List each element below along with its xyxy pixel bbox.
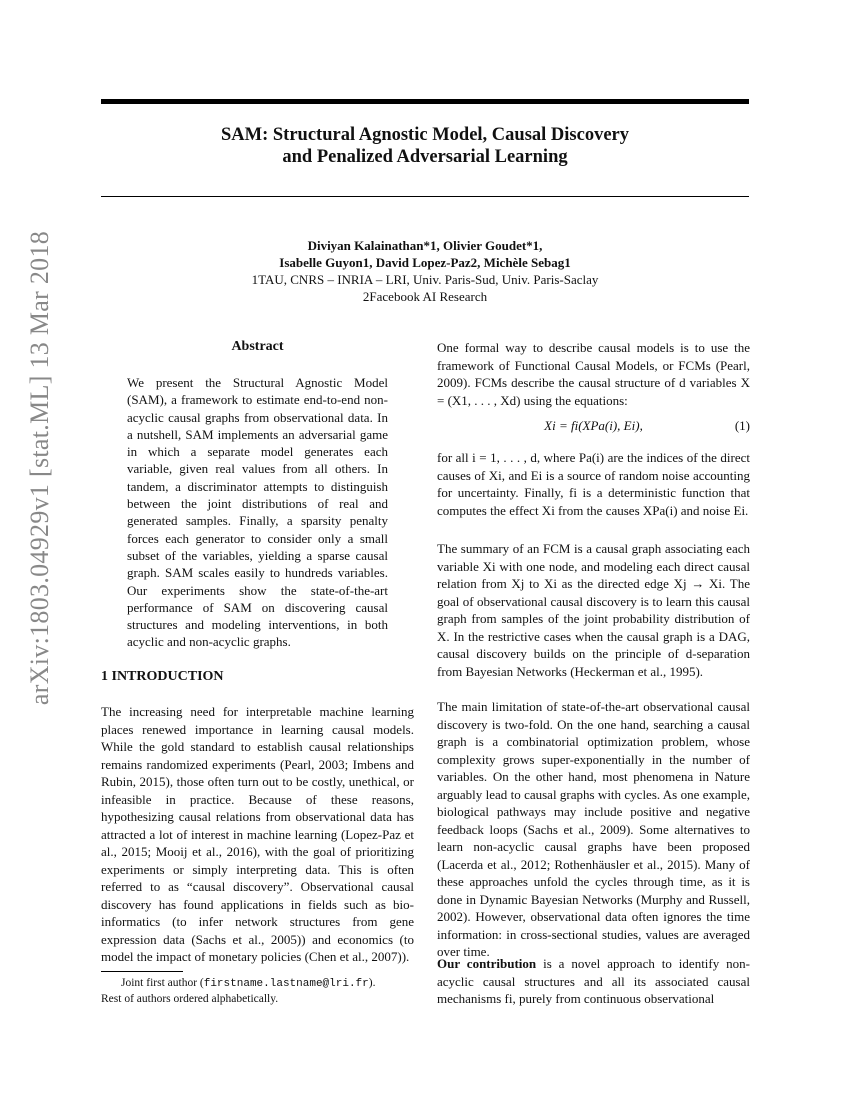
right-column-limits <box>437 698 750 961</box>
equation-number: (1) <box>734 418 750 433</box>
footnote-line-1 <box>101 976 414 992</box>
intro-paragraph-1: The increasing need for interpretable machine learning places renewed importance in learning causal models. While the gold standard to establish causal relationships remains randomized experiments (Pearl, 2003; Imbens and Rubin, 2015), those often turn out to be costly, unethical, or infeasible in practice. Because of these reasons, hypothesizing causal relations from observational data has attracted a lot of interest in machine learning (Lopez-Paz et al., 2015; Mooij et al., 2016), with the goal of prioritizing experiments or simply interpreting data. This is often referred to as “causal discovery”. Observational causal discovery has found applications in fields such as bio-informatics (to infer network structures from gene expression data (Sachs et al., 2005)) and economics (to model the impact of monetary policies (Chen et al., 2007)). <box>101 704 414 964</box>
section-title: 1 INTRODUCTION <box>101 669 224 684</box>
footnote-text-a: Joint first author ( <box>121 977 204 989</box>
right-paragraph-4: The main limitation of state-of-the-art observational causal discovery is two-fold. On the one hand, searching a causal graph is a combinatorial optimization problem, whose complexity grows super-exponentially in the number of variables. On the other hand, most phenomena in Nature arguably lead to causal graphs with cycles. As one example, biological pathways may include positive and negative feedback loops (Sachs et al., 2009). Some alternatives to learn non-acyclic causal graphs have been proposed (Lacerda et al., 2012; Rothenhäusler et al., 2015). Many of these approaches unfold the cycles through time, as it is done in Dynamic Bayesian Networks (Murphy and Russell, 2002). However, observational data often ignores the time information: in cross-sectional studies, values are averaged over time. <box>437 699 750 959</box>
right-column-mid <box>437 449 750 519</box>
abstract-heading-wrap <box>101 338 414 356</box>
arxiv-identifier: arXiv:1803.04929v1 [stat.ML] 13 Mar 2018 <box>25 230 54 706</box>
intro-column <box>101 703 414 966</box>
equation-body: Xi = fi(XPa(i), Ei), <box>544 418 643 433</box>
author-block <box>101 237 749 305</box>
footnote-rule <box>101 971 183 972</box>
title-top-rule <box>101 99 749 104</box>
footnote-email: firstname.lastname@lri.fr <box>203 978 369 990</box>
title-bottom-rule <box>101 196 749 197</box>
right-paragraph-2: for all i = 1, . . . , d, where Pa(i) are the indices of the direct causes of Xi, and Ei is a source of random noise accounting for uncertainty. Finally, fi is a deterministic function that computes the effect Xi from the causes XPa(i) and noise Ei. <box>437 450 750 518</box>
title-line-1: SAM: Structural Agnostic Model, Causal Discovery <box>221 125 629 145</box>
abstract-text: We present the Structural Agnostic Model (SAM), a framework to estimate end-to-end non-acyclic causal graphs from observational data. In a nutshell, SAM implements an adversarial game in which a separate model generates each variable, given real values from all others. In tandem, a discriminator attempts to distinguish between the joint distributions of real and generated samples. Finally, a sparsity penalty forces each generator to consider only a small subset of the variables, yielding a sparse causal graph. SAM scales easily to hundreds variables. Our experiments show the state-of-the-art performance of SAM on discovering causal structures and modeling interventions, in both acyclic and non-acyclic graphs. <box>127 375 388 650</box>
right-paragraph-3: The summary of an FCM is a causal graph associating each variable Xi with one node, and modeling each direct causal relation from Xj to Xi as the directed edge Xj → Xi. The goal of observational causal discovery is to learn this causal graph from samples of the joint probability distribution of X. In the restrictive cases when the causal graph is a DAG, causal discovery builds on the principle of d-separation from Bayesian Networks (Heckerman et al., 1995). <box>437 541 750 679</box>
right-paragraph-1: One formal way to describe causal models is to use the framework of Functional Causal Models, or FCMs (Pearl, 2009). FCMs describe the causal structure of d variables X = (X1, . . . , Xd) using the equations: <box>437 340 750 408</box>
abstract-heading: Abstract <box>231 339 284 354</box>
paper-title <box>101 124 749 168</box>
equation-1 <box>437 418 750 434</box>
title-line-2: and Penalized Adversarial Learning <box>282 147 568 167</box>
right-column-contribution <box>437 955 750 1008</box>
footnote-line-2: Rest of authors ordered alphabetically. <box>101 993 279 1005</box>
right-paragraph-5 <box>437 955 750 1008</box>
contribution-label: Our contribution <box>437 956 537 971</box>
footnote-text-b: ). <box>368 977 376 989</box>
right-column-graph <box>437 540 750 680</box>
footnote <box>101 976 414 1007</box>
authors-line-1: Diviyan Kalainathan*1, Olivier Goudet*1, <box>307 238 543 253</box>
contribution-text: is a novel approach to identify non-acyclic causal structures and all its associated causal mechanisms fi, purely from continuous observational <box>437 956 751 1006</box>
authors-line-2: Isabelle Guyon1, David Lopez-Paz2, Michèle Sebag1 <box>279 255 571 270</box>
affiliation-2: 2Facebook AI Research <box>362 289 488 304</box>
right-column-top <box>437 339 750 409</box>
affiliation-1: 1TAU, CNRS – INRIA – LRI, Univ. Paris-Sud, Univ. Paris-Saclay <box>251 272 599 287</box>
